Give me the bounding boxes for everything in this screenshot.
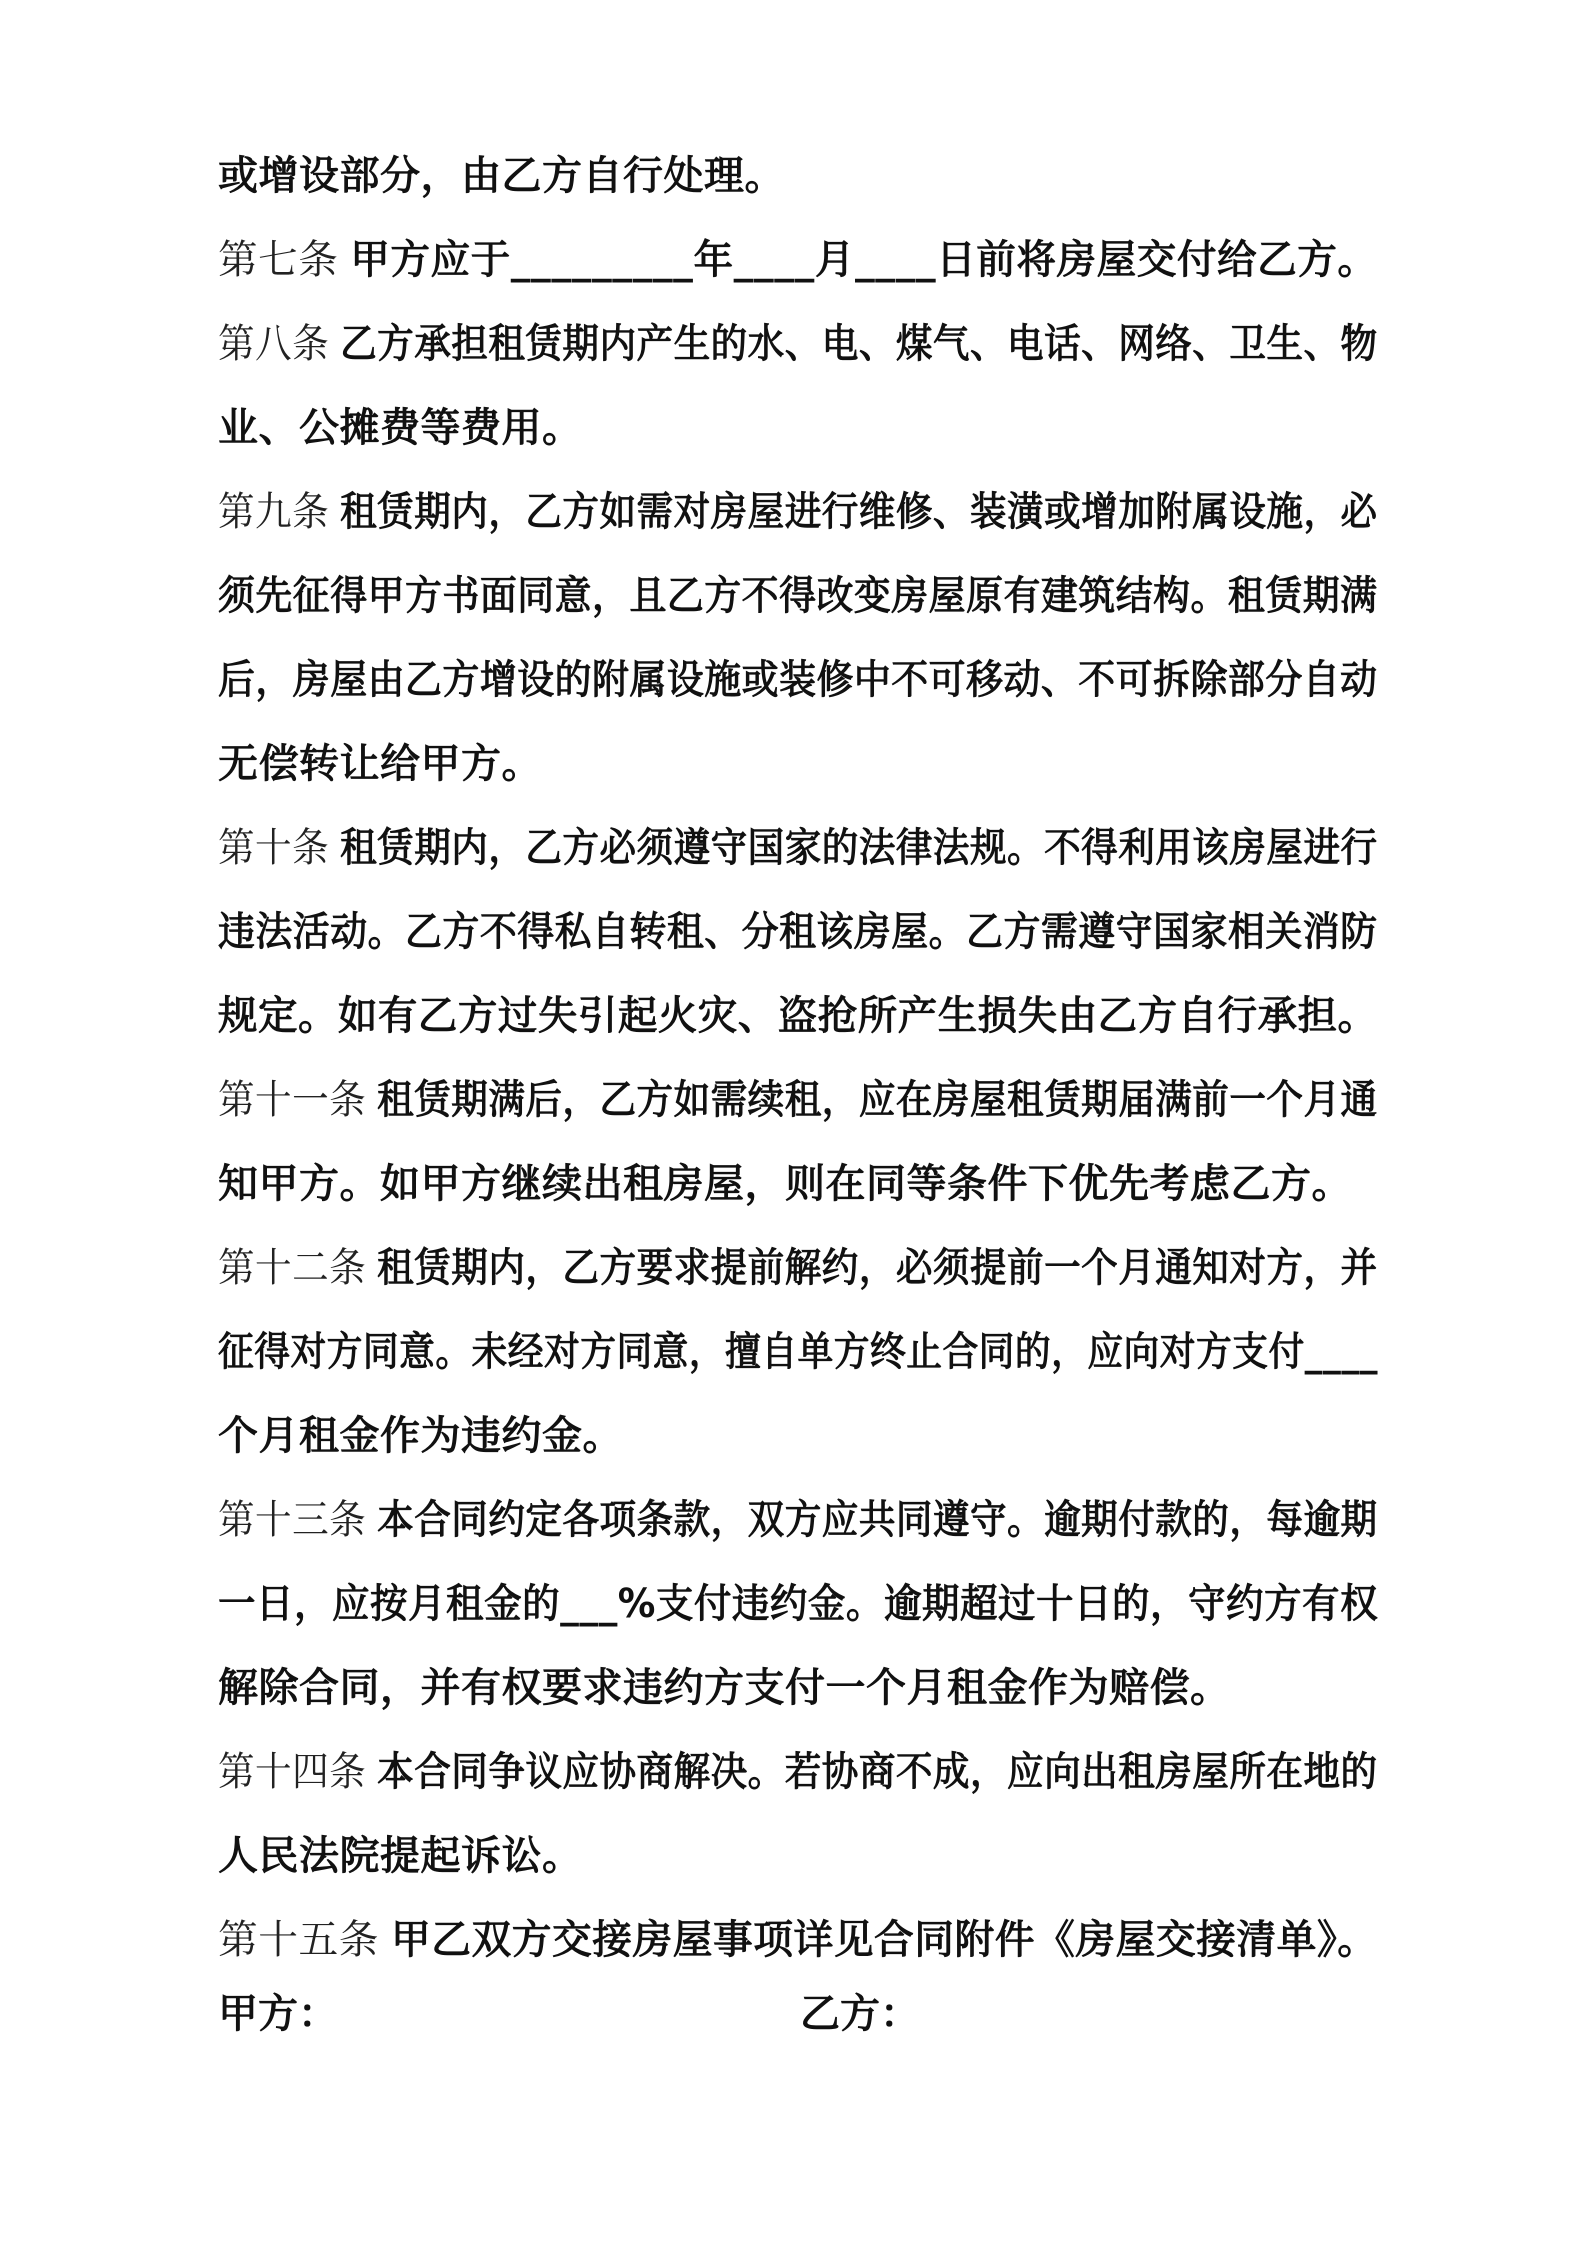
text-line [218,488,1378,536]
text-line [218,404,1378,452]
line-text: 人民法院提起诉讼。 [218,1833,583,1879]
line-text: 知甲方。如甲方继续出租房屋，则在同等条件下优先考虑乙方。 [218,1161,1352,1207]
line-text: 个月租金作为违约金。 [218,1413,623,1459]
line-text: 违法活动。乙方不得私自转租、分租该房屋。乙方需遵守国家相关消防 [218,909,1378,955]
line-text: 租赁期内，乙方必须遵守国家的法律法规。不得利用该房屋进行 [340,825,1378,871]
party-b-signature-label: 乙方： [800,1991,920,2037]
text-line [218,320,1378,368]
text-line [218,1664,1378,1712]
text-line [218,824,1378,872]
article-number: 第十四条 [218,1749,367,1795]
line-text: 业、公摊费等费用。 [218,405,583,451]
line-text: 甲乙双方交接房屋事项详见合同附件《房屋交接清单》。 [390,1917,1378,1963]
line-text: 规定。如有乙方过失引起火灾、盗抢所产生损失由乙方自行承担。 [218,993,1378,1039]
article-number: 第十一条 [218,1077,367,1123]
text-line [218,656,1378,704]
text-line [218,1748,1378,1796]
text-line [218,1076,1378,1124]
article-number: 第十五条 [218,1917,380,1963]
text-line [218,152,1378,200]
line-text: 本合同争议应协商解决。若协商不成，应向出租房屋所在地的 [377,1749,1378,1795]
line-text: 乙方承担租赁期内产生的水、电、煤气、电话、网络、卫生、物 [340,321,1378,367]
text-line [218,1160,1378,1208]
text-line [218,992,1378,1040]
text-line [218,908,1378,956]
text-line [218,1412,1378,1460]
text-line [218,1496,1378,1544]
line-text: 或增设部分，由乙方自行处理。 [218,153,785,199]
line-text: 租赁期内，乙方要求提前解约，必须提前一个月通知对方，并 [377,1245,1378,1291]
line-text: 解除合同，并有权要求违约方支付一个月租金作为赔偿。 [218,1665,1231,1711]
article-number: 第九条 [218,489,330,535]
text-line [218,1832,1378,1880]
line-text: 无偿转让给甲方。 [218,741,542,787]
article-number: 第八条 [218,321,330,367]
text-line [218,1328,1378,1376]
line-text: 征得对方同意。未经对方同意，擅自单方终止合同的，应向对方支付____ [218,1329,1378,1375]
line-text: 一日，应按月租金的___%支付违约金。逾期超过十日的，守约方有权 [218,1581,1379,1627]
line-text: 本合同约定各项条款，双方应共同遵守。逾期付款的，每逾期 [377,1497,1378,1543]
article-number: 第十二条 [218,1245,367,1291]
line-text: 后，房屋由乙方增设的附属设施或装修中不可移动、不可拆除部分自动 [218,657,1378,703]
text-line [218,236,1378,284]
text-line [218,740,1378,788]
line-text: 租赁期内，乙方如需对房屋进行维修、装潢或增加附属设施，必 [340,489,1378,535]
text-line [218,1580,1379,1628]
text-line [218,1916,1378,1964]
text-line [218,1244,1378,1292]
line-text: 须先征得甲方书面同意，且乙方不得改变房屋原有建筑结构。租赁期满 [218,573,1378,619]
line-text: 租赁期满后，乙方如需续租，应在房屋租赁期届满前一个月通 [377,1077,1378,1123]
article-number: 第七条 [218,237,339,283]
line-text: 甲方应于_________年____月____日前将房屋交付给乙方。 [350,237,1378,283]
article-number: 第十三条 [218,1497,367,1543]
party-a-signature-label: 甲方： [218,1991,338,2037]
article-number: 第十条 [218,825,330,871]
text-line [218,572,1378,620]
